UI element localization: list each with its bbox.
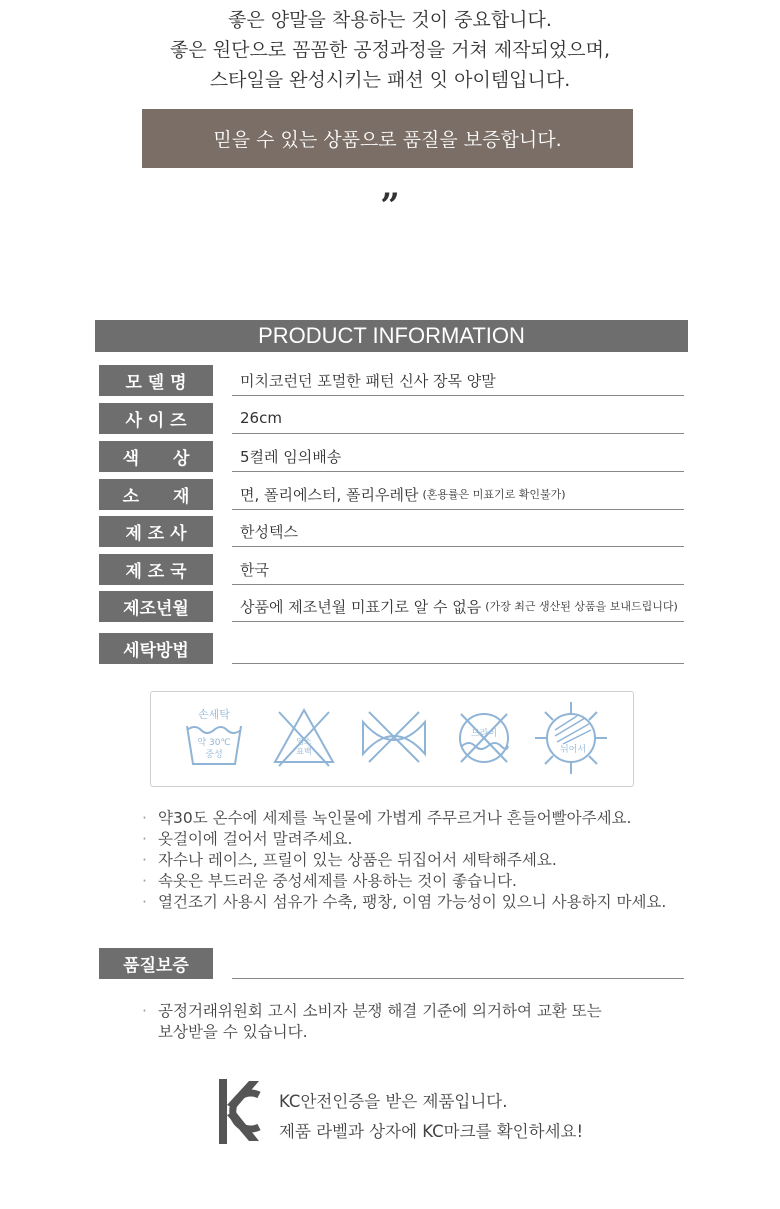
hand-wash-temp: 약 30℃: [197, 738, 231, 748]
info-value-country-text: 한국: [240, 560, 269, 579]
info-value-color: [232, 441, 684, 472]
info-value-material-text: 면, 폴리에스터, 폴리우레탄: [240, 485, 419, 504]
info-value-size-text: 26cm: [240, 409, 282, 427]
no-wring-icon: [359, 700, 429, 772]
care-instruction-text: 약30도 온수에 세제를 녹인물에 가볍게 주무르거나 흔들어빨아주세요.: [158, 809, 632, 827]
intro-line-3: 스타일을 완성시키는 패션 잇 아이템입니다.: [209, 69, 571, 91]
info-label-washing: 세탁방법: [99, 633, 213, 664]
info-label-date: 제조년월: [99, 591, 213, 622]
info-note-date: (가장 최근 생산된 상품을 보내드립니다): [485, 600, 678, 613]
info-value-size: [232, 403, 684, 434]
info-note-material: (혼용률은 미표기로 확인불가): [422, 488, 566, 501]
care-instruction-text: 자수나 레이스, 프릴이 있는 상품은 뒤집어서 세탁해주세요.: [158, 851, 557, 869]
info-label-color: 색 상: [99, 441, 213, 472]
quality-guarantee-line-2: 보상받을 수 있습니다.: [158, 1023, 308, 1041]
bullet-dot-icon: ·: [142, 1002, 147, 1020]
care-instruction-item: [142, 892, 702, 913]
kc-notice-line-2: 제품 라벨과 상자에 KC마크를 확인하세요!: [279, 1122, 584, 1141]
bullet-dot-icon: ·: [142, 851, 147, 869]
care-instruction-item: [142, 850, 702, 871]
hand-wash-label: 손세탁: [198, 708, 230, 721]
info-row-size: [99, 403, 684, 434]
care-symbols-box: [150, 691, 634, 787]
quality-guarantee-label: 품질보증: [99, 948, 213, 979]
quality-guarantee-item: [142, 1022, 702, 1043]
bullet-dot-icon: ·: [142, 830, 147, 848]
bullet-dot-icon: ·: [142, 809, 147, 827]
info-value-manufacturer-text: 한성텍스: [240, 522, 298, 541]
care-instruction-item: [142, 808, 702, 829]
info-value-material: [232, 479, 684, 510]
quality-guarantee-item: [142, 1001, 702, 1022]
info-row-date: [99, 591, 684, 622]
info-row-country: [99, 554, 684, 585]
care-instruction-text: 속옷은 부드러운 중성세제를 사용하는 것이 좋습니다.: [158, 872, 517, 890]
quality-guarantee-row: [99, 948, 684, 979]
info-row-manufacturer: [99, 516, 684, 547]
info-label-model: 모 델 명: [99, 365, 213, 396]
dry-flat-shade-label: 뉘어서: [559, 745, 587, 755]
info-label-country: 제 조 국: [99, 554, 213, 585]
intro-text: [0, 5, 780, 95]
info-value-washing: [232, 633, 684, 664]
bullet-dot-icon: ·: [142, 872, 147, 890]
care-instructions-list: [142, 808, 702, 913]
no-dry-clean-icon: [451, 700, 517, 772]
kc-certification-icon: [219, 1079, 261, 1144]
info-label-size: 사 이 즈: [99, 403, 213, 434]
quality-guarantee-line: [232, 948, 684, 979]
info-row-material: [99, 479, 684, 510]
info-value-model: [232, 365, 684, 396]
care-instruction-text: 열건조기 사용시 섬유가 수축, 팽창, 이염 가능성이 있으니 사용하지 마세요.: [158, 893, 667, 911]
dry-flat-shade-icon: [533, 700, 609, 776]
info-value-date-text: 상품에 제조년월 미표기로 알 수 없음: [240, 597, 482, 616]
dry-clean-label: 드라이: [470, 729, 498, 739]
no-bleach-label-2: 표백: [296, 747, 312, 756]
bullet-dot-icon: ·: [142, 893, 147, 911]
care-instruction-text: 옷걸이에 걸어서 말려주세요.: [158, 830, 353, 848]
care-instruction-item: [142, 829, 702, 850]
hand-wash-icon: [181, 700, 247, 772]
kc-notice-line-1: KC안전인증을 받은 제품입니다.: [279, 1092, 508, 1111]
info-value-country: [232, 554, 684, 585]
no-bleach-icon: [271, 700, 337, 772]
quality-guarantee-text: [142, 1001, 702, 1043]
info-value-color-text: 5켤레 임의배송: [240, 447, 342, 466]
closing-quote-mark: ”: [380, 186, 400, 226]
info-row-model: [99, 365, 684, 396]
info-label-manufacturer: 제 조 사: [99, 516, 213, 547]
quality-guarantee-banner: 믿을 수 있는 상품으로 품질을 보증합니다.: [142, 109, 633, 168]
intro-line-2: 좋은 원단으로 꼼꼼한 공정과정을 거쳐 제작되었으며,: [169, 39, 611, 61]
product-information-header: PRODUCT INFORMATION: [95, 320, 688, 352]
intro-line-1: 좋은 양말을 착용하는 것이 중요합니다.: [228, 9, 552, 31]
quality-guarantee-line-1: 공정거래위원회 고시 소비자 분쟁 해결 기준에 의거하여 교환 또는: [158, 1002, 602, 1020]
no-bleach-label-1: 염소: [296, 737, 312, 746]
hand-wash-detergent: 중성: [205, 750, 223, 760]
info-value-manufacturer: [232, 516, 684, 547]
info-row-washing: [99, 633, 684, 664]
info-row-color: [99, 441, 684, 472]
info-value-model-text: 미치코런던 포멀한 패턴 신사 장목 양말: [240, 371, 496, 390]
care-instruction-item: [142, 871, 702, 892]
info-label-material: 소 재: [99, 479, 213, 510]
info-value-date: [232, 591, 684, 622]
